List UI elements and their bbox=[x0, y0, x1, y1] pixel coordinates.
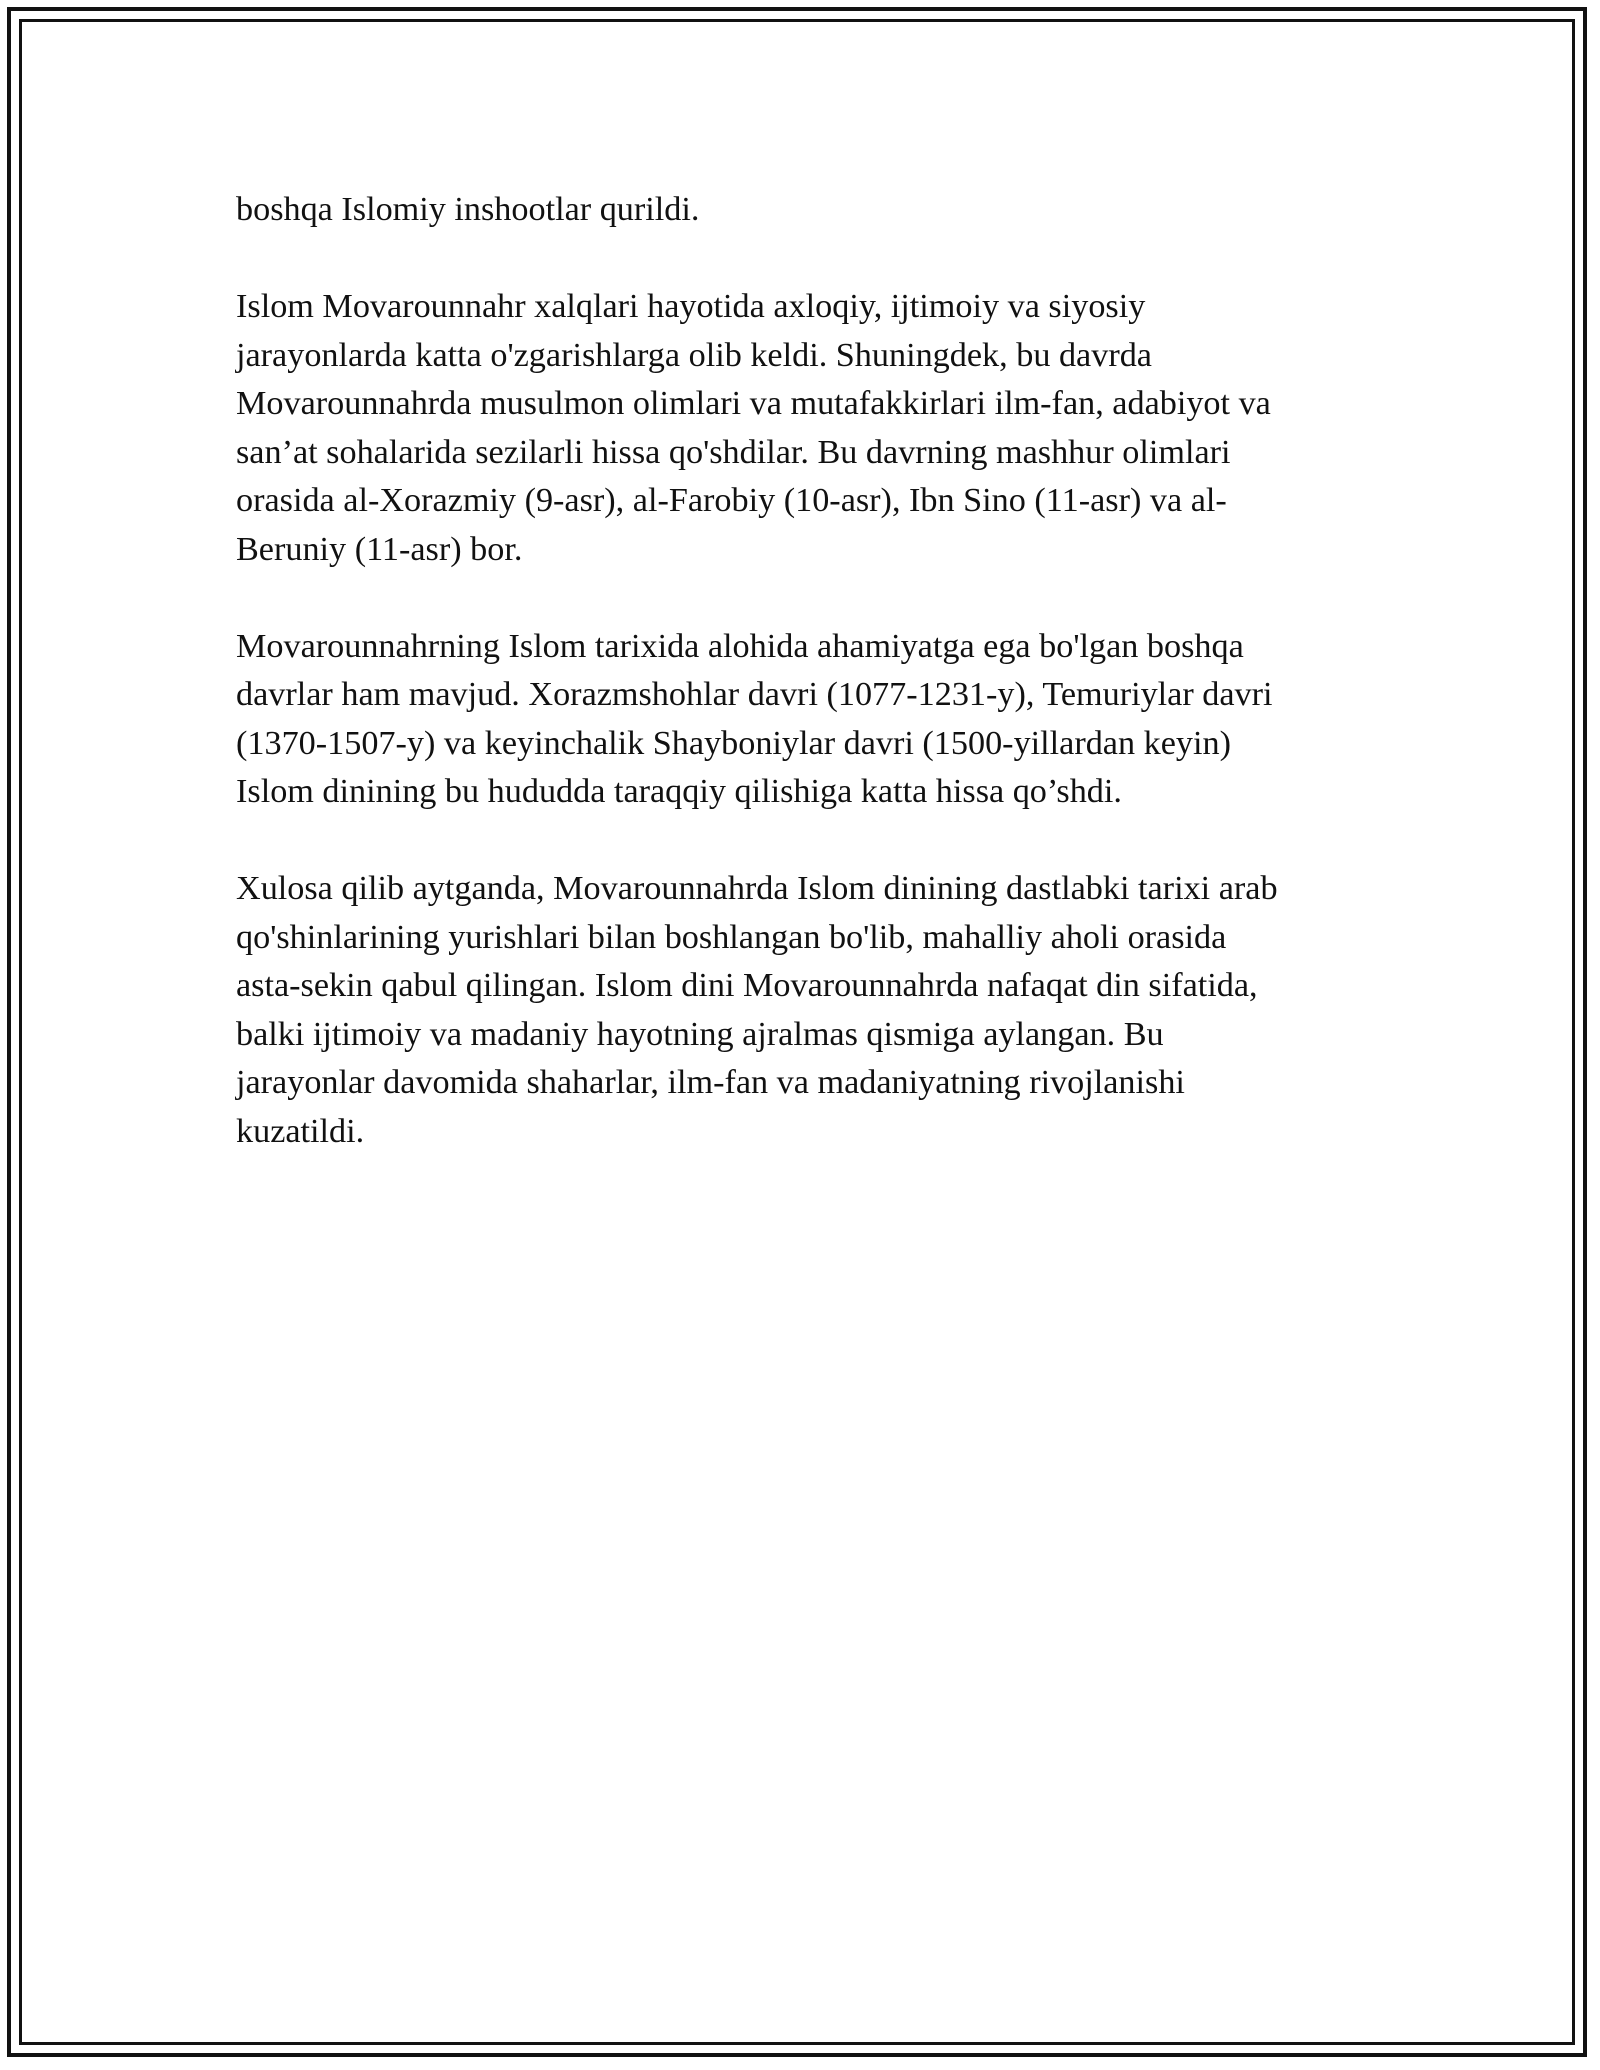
text-line: balki ijtimoiy va madaniy hayotning ajralmas qismiga aylangan. Bu bbox=[236, 1015, 1164, 1053]
text-line: san’at sohalarida sezilarli hissa qo'shdilar. Bu davrning mashhur olimlari bbox=[236, 433, 1231, 471]
document-body bbox=[236, 186, 1366, 1205]
text-line: kuzatildi. bbox=[236, 1112, 365, 1150]
text-line: asta-sekin qabul qilingan. Islom dini Movarounnahrda nafaqat din sifatida, bbox=[236, 967, 1258, 1004]
paragraph bbox=[236, 186, 1366, 235]
text-line: qo'shinlarining yurishlari bilan boshlangan bo'lib, mahalliy aholi orasida bbox=[236, 918, 1227, 956]
text-line: (1370-1507-y) va keyinchalik Shayboniylar davri (1500-yillardan keyin) bbox=[236, 724, 1231, 762]
text-line: Movarounnahrning Islom tarixida alohida ahamiyatga ega bo'lgan boshqa bbox=[236, 627, 1244, 665]
text-line: Islom dinining bu hududda taraqqiy qilishiga katta hissa qo’shdi. bbox=[236, 773, 1122, 810]
text-line: jarayonlar davomida shaharlar, ilm-fan va madaniyatning rivojlanishi bbox=[236, 1064, 1185, 1101]
text-line: orasida al-Xorazmiy (9-asr), al-Farobiy (10-asr), Ibn Sino (11-asr) va al- bbox=[236, 482, 1227, 519]
text-line: boshqa Islomiy inshootlar qurildi. bbox=[236, 191, 700, 228]
text-line: jarayonlarda katta o'zgarishlarga olib keldi. Shuningdek, bu davrda bbox=[236, 336, 1152, 374]
text-line: Beruniy (11-asr) bor. bbox=[236, 530, 523, 568]
text-line: Movarounnahrda musulmon olimlari va mutafakkirlari ilm-fan, adabiyot va bbox=[236, 385, 1271, 422]
text-line: davrlar ham mavjud. Xorazmshohlar davri (1077-1231-y), Temuriylar davri bbox=[236, 676, 1273, 713]
paragraph bbox=[236, 623, 1366, 817]
text-line: Xulosa qilib aytganda, Movarounnahrda Islom dinining dastlabki tarixi arab bbox=[236, 870, 1278, 907]
paragraph bbox=[236, 283, 1366, 574]
text-line: Islom Movarounnahr xalqlari hayotida axloqiy, ijtimoiy va siyosiy bbox=[236, 288, 1146, 325]
paragraph bbox=[236, 865, 1366, 1156]
